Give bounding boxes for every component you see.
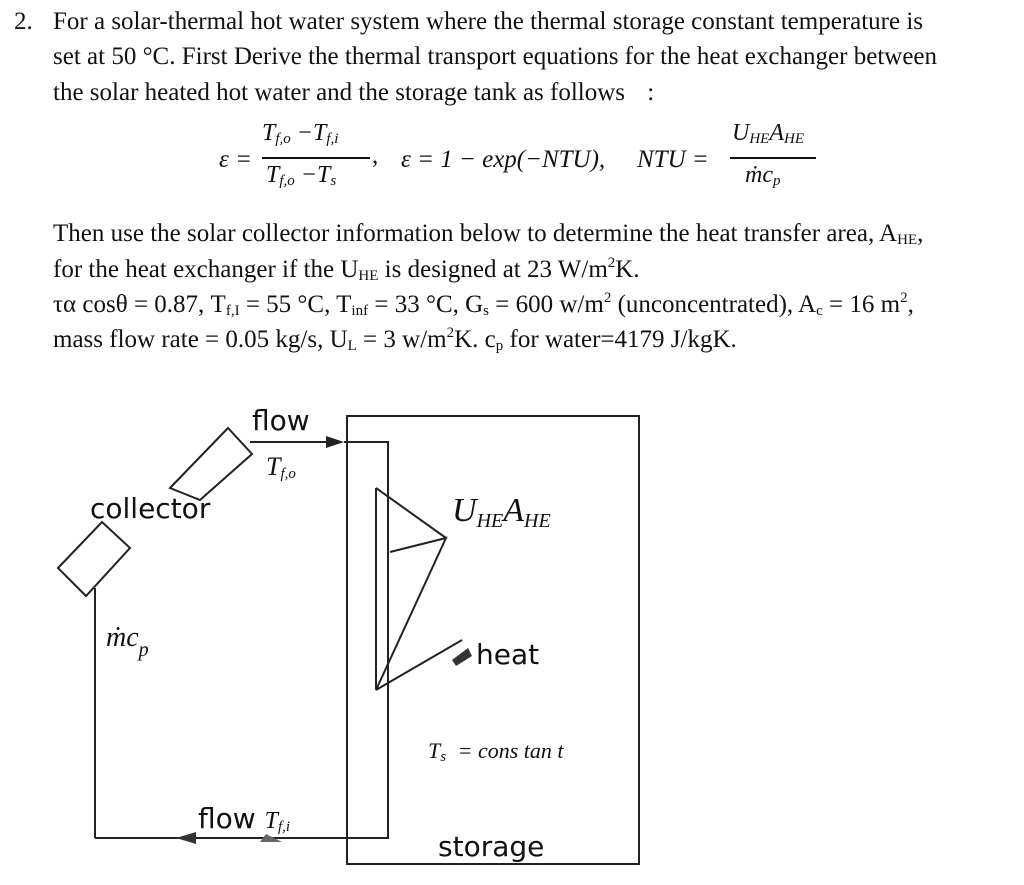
- then-line-3: τα cosθ = 0.87, $T_{f,I} = 55$ °C, $T_{inf} = 33$ °C, $G_s = 600$ $w/m^2$ (unconcentrated), $A_c = 16$ $m^2$,: [53, 290, 914, 319]
- epsilon-numerator: $T_{f,o} -T_{f,i}$: [262, 120, 339, 147]
- return-arrowhead: [176, 832, 196, 844]
- flow-bottom-label: flow $T_{f,i}$: [198, 802, 291, 835]
- tfo-label: $T_{f,o}$: [266, 452, 296, 482]
- epsilon-denominator: $T_{f,o} -T_s$: [266, 162, 337, 189]
- flow-top-label: flow: [252, 404, 310, 437]
- mass-flow-label: ṁc$_p$: [106, 622, 149, 661]
- epsilon-lhs: ε =: [219, 146, 252, 173]
- problem-line-1: For a solar-thermal hot water system where the thermal storage constant temperature is: [53, 8, 924, 35]
- collector-label: collector: [90, 492, 211, 525]
- heat-label: heat: [476, 638, 540, 671]
- then-line-4: mass flow rate = 0.05 kg/s, $U_L = 3$ $w/m^2K$. $c_p$ for water=4179 J/kgK.: [53, 325, 737, 354]
- ua-label: $U_{HE}A_{HE}$: [452, 492, 551, 532]
- ntu-lhs: NTU =: [637, 146, 709, 173]
- problem-line-3-colon: :: [647, 79, 655, 106]
- ntu-numerator: $U_{HE}A_{HE}$: [732, 120, 805, 147]
- problem-line-3-text: the solar heated hot water and the storage tank as follows: [53, 79, 626, 106]
- heat-arrowhead: [452, 648, 472, 666]
- epsilon-comma: ,: [372, 142, 379, 169]
- flow-out-arrowhead: [326, 436, 344, 448]
- heat-exchanger-diag-1: [376, 488, 446, 538]
- collector-panel-upper: [170, 428, 252, 500]
- ntu-denominator: ṁc$_p$: [745, 162, 781, 189]
- heat-exchanger-coil: [376, 488, 446, 690]
- problem-number: 2.: [14, 8, 33, 35]
- effectiveness-equation: ε = 1 − exp(−NTU),: [401, 146, 606, 173]
- storage-label: storage: [438, 830, 545, 863]
- collector-panel-lower: [58, 522, 130, 596]
- then-line-1: Then use the solar collector information below to determine the heat transfer area, $A_{HE}$,: [53, 220, 924, 248]
- storage-temp-label: $T_s$ = cons tan t: [428, 738, 564, 765]
- tank-inlet-pipe: [200, 442, 388, 838]
- problem-line-2: set at 50 °C. First Derive the thermal transport equations for the heat exchanger between: [53, 43, 938, 70]
- then-line-2: for the heat exchanger if the $U_{HE}$ is designed at 23 $W/m^2K$.: [53, 255, 640, 284]
